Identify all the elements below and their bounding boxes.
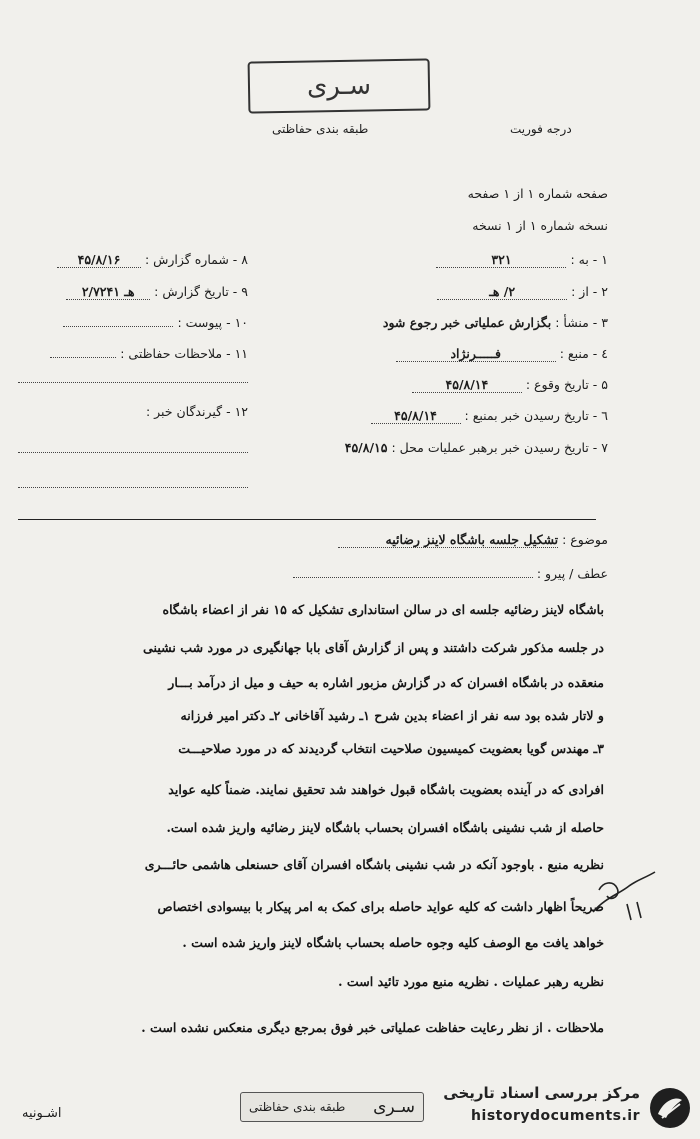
subject-label: موضوع : xyxy=(562,532,608,547)
field-value: ۴۵/۸/۱۴ xyxy=(371,408,461,424)
classification-label: طبقه بندی حفاظتی xyxy=(272,122,369,136)
field-label: ٤ - منبع : xyxy=(559,346,608,361)
footer-left-note: اشـونیه xyxy=(22,1106,62,1121)
field-report-date xyxy=(18,284,248,300)
field-label: ٦ - تاریخ رسیدن خبر بمنبع : xyxy=(464,408,608,423)
watermark xyxy=(430,1080,692,1136)
field-security-notes xyxy=(18,346,248,361)
field-origin xyxy=(383,315,608,330)
classification-stamp xyxy=(248,58,431,113)
body-line: در جلسه مذکور شرکت داشتند و پس از گزارش آقای بابا جهانگیری در مورد شب نشینی xyxy=(143,640,604,655)
urgency-label: درجه فوریت xyxy=(510,122,572,136)
body-line: ۳ـ مهندس گویا بعضویت کمیسیون صلاحیت انتخاب گردیدند که در مورد صلاحیـــت xyxy=(178,741,604,756)
body-line: نظریه منبع . باوجود آنکه در شب نشینی باشگاه افسران آقای حسنعلی هاشمی حائـــری xyxy=(144,857,604,872)
reference-label: عطف / پیرو : xyxy=(536,566,608,581)
field-value xyxy=(50,357,116,358)
dotted-line xyxy=(18,487,248,488)
field-source-received-date xyxy=(371,408,608,424)
body-line: صریحاً اظهار داشت که کلیه عواید حاصله برای کمک به امر پیکار با بیسوادی اختصاص xyxy=(157,899,604,914)
field-leader-received-date xyxy=(345,440,608,455)
field-value: بگزارش عملیاتی خبر رجوع شود xyxy=(382,315,552,330)
body-line: نظریه رهبر عملیات . نظریه منبع مورد تائید است . xyxy=(338,974,604,989)
field-occurrence-date xyxy=(412,377,608,393)
field-label: ۷ - تاریخ رسیدن خبر برهبر عملیات محل : xyxy=(391,440,608,455)
field-value: ۴۵/۸/۱۴ xyxy=(412,377,522,393)
dotted-line xyxy=(18,382,248,383)
field-value: ۴۵/۸/۱۶ xyxy=(57,252,141,268)
field-recipients xyxy=(18,404,248,419)
subject-line xyxy=(338,532,608,548)
field-label: ۱۱ - ملاحظات حفاظتی : xyxy=(120,346,248,361)
body-line: خواهد یافت مع الوصف کلیه وجوه حاصله بحساب باشگاه لاینز واریز شده است . xyxy=(182,935,604,950)
field-value: ۳۲۱ xyxy=(436,252,566,268)
field-value: ۲/ هـ xyxy=(437,284,567,300)
watermark-title: مرکز بررسی اسناد تاریخی xyxy=(443,1084,640,1102)
field-value: فـــــرنژاد xyxy=(396,346,556,362)
field-label: ۵ - تاریخ وقوع : xyxy=(525,377,608,392)
field-value: هـ ۲/۷۲۴۱ xyxy=(66,284,150,300)
copy-number-line: نسخه شماره ۱ از ۱ نسخه xyxy=(472,218,608,233)
body-line: حاصله از شب نشینی باشگاه افسران بحساب باشگاه لاینز رضائیه واریز شده است. xyxy=(166,820,604,835)
watermark-logo-icon xyxy=(648,1086,692,1130)
reference-line xyxy=(293,566,608,581)
body-line: افرادی که در آینده بعضویت باشگاه قبول خواهند شد تحقیق نمایند. ضمناً کلیه عواید xyxy=(168,782,604,797)
margin-signature xyxy=(585,868,665,928)
section-divider xyxy=(18,519,596,520)
stamp-text: سـری xyxy=(306,70,372,102)
field-report-number xyxy=(18,252,248,268)
reference-value xyxy=(293,577,533,578)
subject-value: تشکیل جلسه باشگاه لاینز رضائیه xyxy=(338,532,558,548)
field-label: ۱۲ - گیرندگان خبر : xyxy=(145,404,248,419)
body-line: ملاحظات . از نظر رعایت حفاظت عملیاتی خبر فوق بمرجع دیگری منعکس نشده است . xyxy=(141,1020,604,1035)
watermark-url: historydocuments.ir xyxy=(471,1108,640,1124)
field-value xyxy=(63,326,173,327)
field-label: ۸ - شماره گزارش : xyxy=(144,252,248,267)
field-label: ۲ - از : xyxy=(571,284,608,299)
classification-stamp-bottom xyxy=(240,1092,424,1122)
field-source xyxy=(396,346,608,362)
field-value: ۴۵/۸/۱۵ xyxy=(344,440,388,455)
page-number-line: صفحه شماره ۱ از ۱ صفحه xyxy=(467,186,608,201)
body-line: منعقده در باشگاه افسران که در گزارش مزبور اشاره به حیف و میل از درآمد بـــار xyxy=(168,675,604,690)
field-label: ۱ - به : xyxy=(570,252,608,267)
body-line: باشگاه لاینز رضائیه جلسه ای در سالن استانداری تشکیل که ۱۵ نفر از اعضاء باشگاه xyxy=(162,602,604,617)
body-line: و لاتار شده بود سه نفر از اعضاء بدین شرح ۱ـ رشید آقاخانی ۲ـ دکتر امیر فرزانه xyxy=(180,708,604,723)
field-to xyxy=(436,252,608,268)
stamp-bottom-mark: سـری xyxy=(373,1097,415,1117)
field-label: ۱۰ - پیوست : xyxy=(177,315,248,330)
field-label: ۳ - منشأ : xyxy=(555,315,608,330)
dotted-line xyxy=(18,452,248,453)
stamp-bottom-label: طبقه بندی حفاظتی xyxy=(249,1100,346,1114)
field-from xyxy=(437,284,608,300)
field-attachment xyxy=(18,315,248,330)
field-label: ۹ - تاریخ گزارش : xyxy=(154,284,248,299)
